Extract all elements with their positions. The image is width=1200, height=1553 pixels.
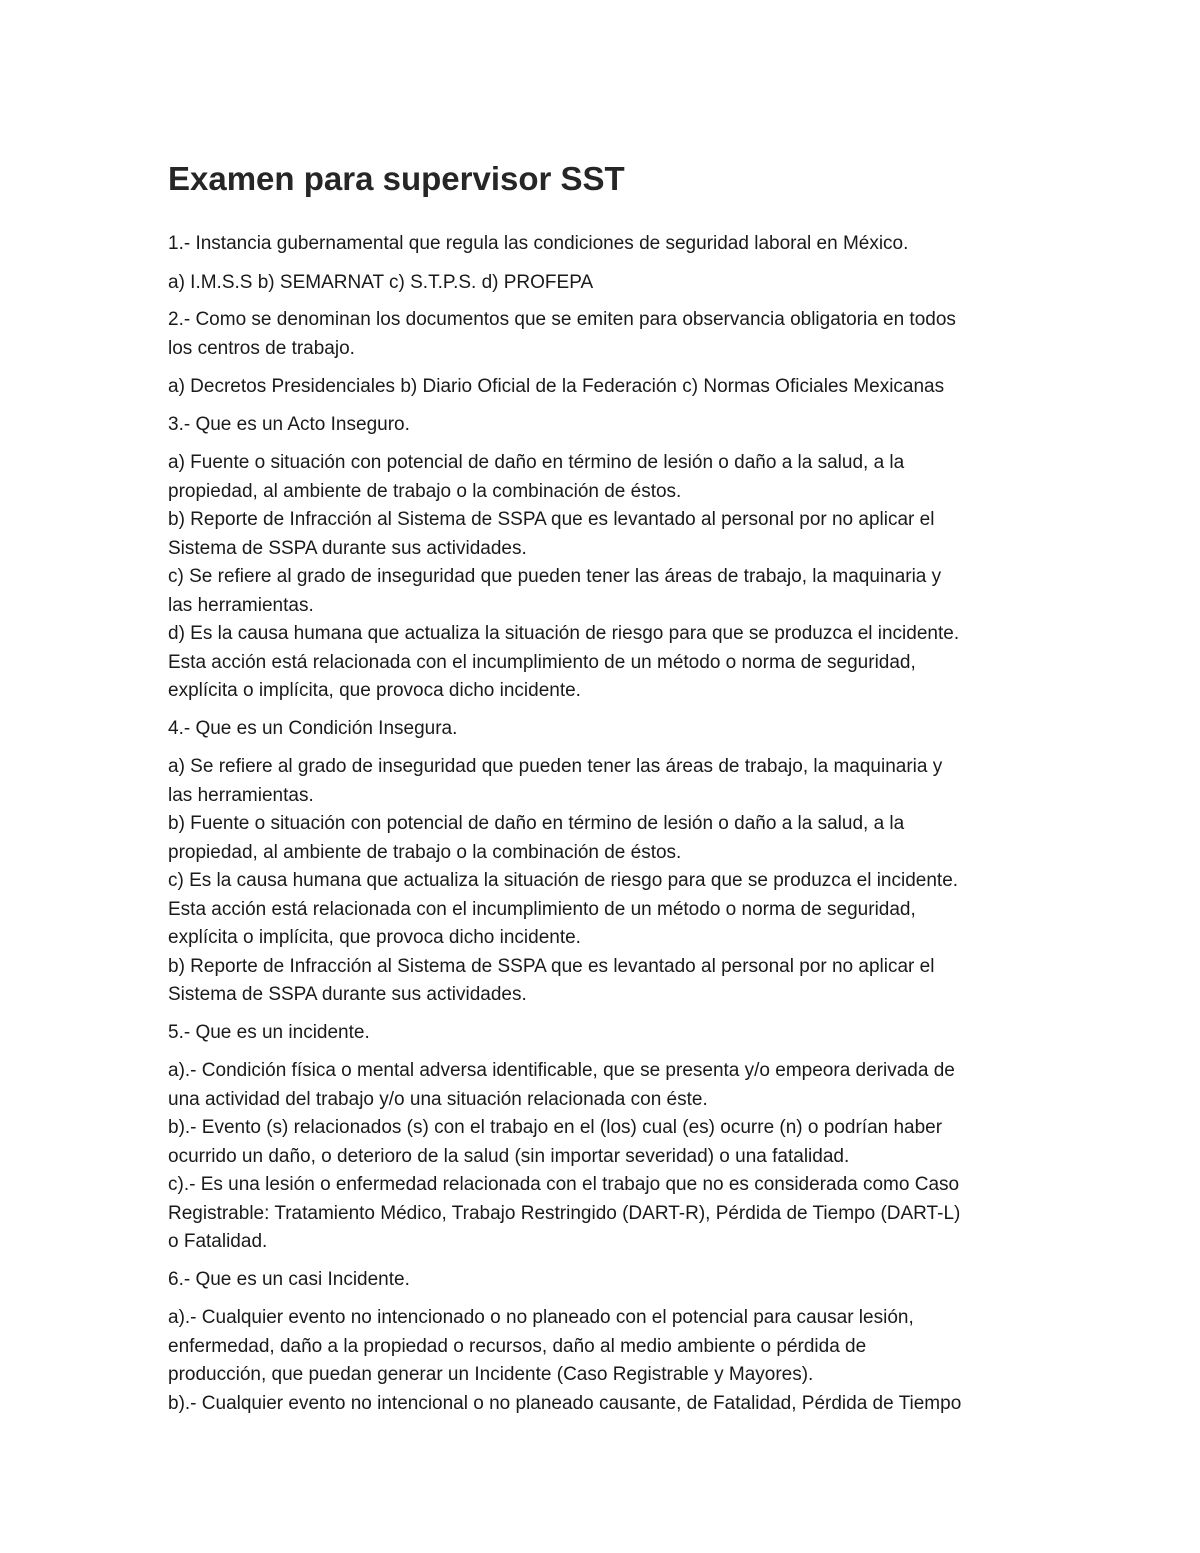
answer-option-line: las herramientas. [168, 784, 314, 806]
answer-option-line: Esta acción está relacionada con el incumplimiento de un método o norma de seguridad, [168, 898, 916, 920]
question-text-3: 3.- Que es un Acto Inseguro. [168, 413, 410, 435]
answer-option-line: b) Reporte de Infracción al Sistema de SSPA que es levantado al personal por no aplicar el [168, 955, 935, 977]
answer-option-line: d) Es la causa humana que actualiza la situación de riesgo para que se produzca el incidente. [168, 623, 960, 644]
answer-option-line: producción, que puedan generar un Incidente (Caso Registrable y Mayores). [168, 1364, 814, 1385]
answer-option-line: Esta acción está relacionada con el incumplimiento de un método o norma de seguridad, [168, 651, 916, 673]
question-line: los centros de trabajo. [168, 337, 355, 359]
answer-option-line: b).- Evento (s) relacionados (s) con el trabajo en el (los) cual (es) ocurre (n) o podrían haber [168, 1117, 943, 1138]
answer-option-line: c).- Es una lesión o enfermedad relacionada con el trabajo que no es considerada como Caso [168, 1174, 960, 1195]
answer-option-line: las herramientas. [168, 594, 314, 616]
answer-option-line: propiedad, al ambiente de trabajo o la combinación de éstos. [168, 480, 682, 502]
question-text-2 [168, 306, 1038, 363]
answer-option-line: a).- Condición física o mental adversa identificable, que se presenta y/o empeora derivada de [168, 1060, 955, 1081]
answer-option-line: a).- Cualquier evento no intencionado o no planeado con el potencial para causar lesión, [168, 1307, 914, 1328]
answer-option-line: a) Decretos Presidenciales b) Diario Oficial de la Federación c) Normas Oficiales Mexicanas [168, 376, 945, 397]
document-body [168, 230, 1038, 1427]
question-block-1 [168, 230, 1038, 297]
answer-options-2 [168, 373, 1038, 402]
question-block-3 [168, 411, 1038, 706]
answer-option-line: b).- Cualquier evento no intencional o no planeado causante, de Fatalidad, Pérdida de Tiempo [168, 1392, 962, 1414]
answer-option-line: Registrable: Tratamiento Médico, Trabajo Restringido (DART-R), Pérdida de Tiempo (DART-L) [168, 1202, 961, 1224]
answer-option-line: enfermedad, daño a la propiedad o recursos, daño al medio ambiente o pérdida de [168, 1335, 867, 1357]
question-line: 2.- Como se denominan los documentos que se emiten para observancia obligatoria en todos [168, 309, 956, 330]
question-text-5: 5.- Que es un incidente. [168, 1021, 370, 1043]
question-block-2 [168, 306, 1038, 402]
answer-options-1 [168, 269, 1038, 298]
answer-option-line: a) I.M.S.S b) SEMARNAT c) S.T.P.S. d) PROFEPA [168, 271, 594, 293]
answer-option-line: a) Se refiere al grado de inseguridad que pueden tener las áreas de trabajo, la maquinaria y [168, 756, 943, 777]
answer-option-line: b) Fuente o situación con potencial de daño en término de lesión o daño a la salud, a la [168, 813, 905, 834]
question-block-4 [168, 715, 1038, 1010]
question-text-6: 6.- Que es un casi Incidente. [168, 1268, 410, 1290]
question-block-5 [168, 1019, 1038, 1257]
answer-option-line: o Fatalidad. [168, 1231, 268, 1252]
question-text-1: 1.- Instancia gubernamental que regula las condiciones de seguridad laboral en México. [168, 233, 909, 254]
answer-option-line: c) Es la causa humana que actualiza la situación de riesgo para que se produzca el incidente. [168, 870, 959, 891]
answer-option-line: Sistema de SSPA durante sus actividades. [168, 537, 527, 559]
question-text-4: 4.- Que es un Condición Insegura. [168, 717, 458, 739]
answer-option-line: una actividad del trabajo y/o una situación relacionada con éste. [168, 1088, 708, 1110]
answer-options-3 [168, 449, 1038, 706]
answer-option-line: ocurrido un daño, o deterioro de la salud (sin importar severidad) o una fatalidad. [168, 1145, 850, 1167]
answer-option-line: explícita o implícita, que provoca dicho incidente. [168, 680, 581, 701]
answer-options-4 [168, 753, 1038, 1010]
answer-option-line: explícita o implícita, que provoca dicho incidente. [168, 927, 581, 948]
document-title: Examen para supervisor SST [168, 160, 625, 197]
answer-option-line: c) Se refiere al grado de inseguridad que pueden tener las áreas de trabajo, la maquinaria y [168, 566, 942, 587]
answer-options-5 [168, 1057, 1038, 1257]
question-block-6 [168, 1266, 1038, 1419]
answer-option-line: b) Reporte de Infracción al Sistema de SSPA que es levantado al personal por no aplicar el [168, 509, 935, 530]
answer-options-6 [168, 1304, 1038, 1418]
answer-option-line: propiedad, al ambiente de trabajo o la combinación de éstos. [168, 841, 682, 863]
answer-option-line: Sistema de SSPA durante sus actividades. [168, 984, 527, 1005]
answer-option-line: a) Fuente o situación con potencial de daño en término de lesión o daño a la salud, a la [168, 452, 905, 473]
